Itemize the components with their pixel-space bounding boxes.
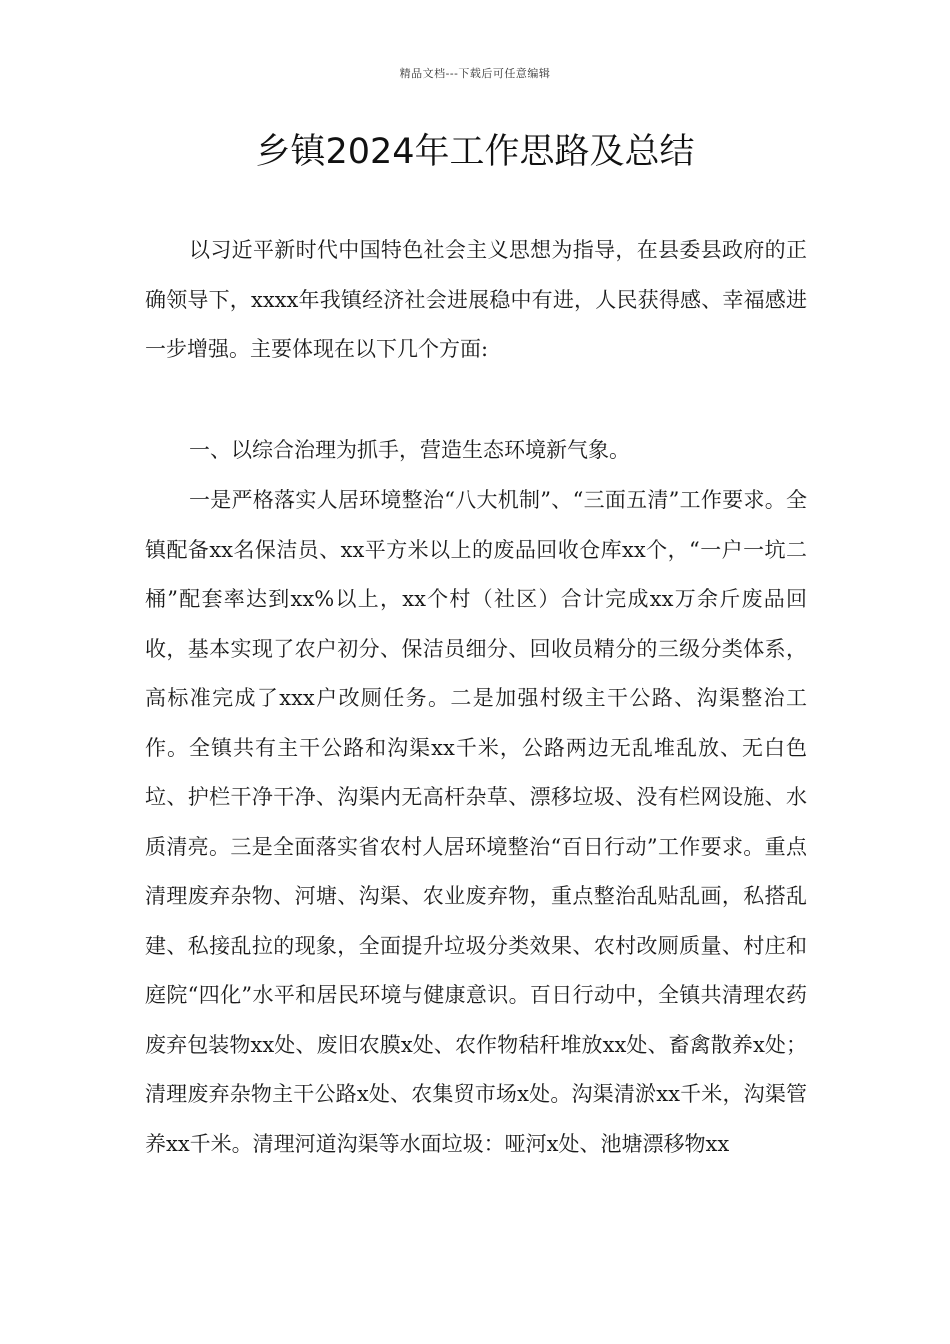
section-heading: 一、以综合治理为抓手，营造生态环境新气象。 bbox=[189, 438, 630, 462]
intro-paragraph: 以习近平新时代中国特色社会主义思想为指导，在县委县政府的正确领导下，xxxx年我镇经济社会进展稳中有进，人民获得感、幸福感进一步增强。主要体现在以下几个方面: bbox=[145, 238, 807, 361]
section-paragraph: 一是严格落实人居环境整治“八大机制”、“三面五清”工作要求。全镇配备xx名保洁员、xx平方米以上的废品回收仓库xx个，“一户一坑二桶”配套率达到xx%以上，xx个村（社区）合计完成xx万余斤废品回收，基本实现了农户初分、保洁员细分、回收员精分的三级分类体系，高标准完成了xxx户改厕任务。二是加强村级主干公路、沟渠整治工作。全镇共有主干公路和沟渠xx千米，公路两边无乱堆乱放、无白色垃、护栏干净干净、沟渠内无高杆杂草、漂移垃圾、没有栏网设施、水质清亮。三是全面落实省农村人居环境整治“百日行动”工作要求。重点清理废弃杂物、河塘、沟渠、农业废弃物，重点整治乱贴乱画，私搭乱建、私接乱拉的现象，全面提升垃圾分类效果、农村改厕质量、村庄和庭院“四化”水平和居民环境与健康意识。百日行动中，全镇共清理农药废弃包装物xx处、废旧农膜x处、农作物秸秆堆放xx处、畜禽散养x处；清理废弃杂物主干公路x处、农集贸市场x处。沟渠清淤xx千米，沟渠管养xx千米。清理河道沟渠等水面垃圾：哑河x处、池塘漂移物xx bbox=[145, 488, 807, 1156]
page-title: 乡镇2024年工作思路及总结 bbox=[255, 132, 695, 172]
page-header-note: 精品文档---下载后可任意编辑 bbox=[399, 67, 551, 80]
